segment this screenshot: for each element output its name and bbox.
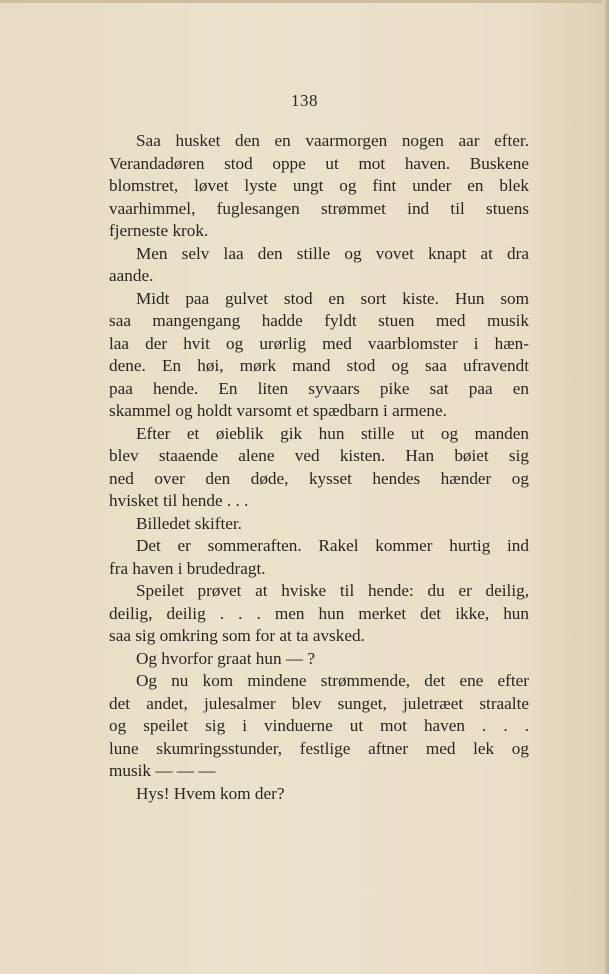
text-line: Efter et øieblik gik hun stille ut og manden: [136, 423, 529, 443]
text-line: aande.: [109, 266, 154, 285]
text-line: det andet, julesalmer blev sunget, juletræet straalte: [109, 693, 529, 713]
text-line: Det er sommeraften. Rakel kommer hurtig ind: [136, 536, 529, 555]
text-line: lune skumringsstunder, festlige aftner med lek og: [109, 738, 529, 758]
page-right-edge: [603, 0, 609, 974]
text-line: blev staaende alene ved kisten. Han bøiet sig: [109, 446, 529, 465]
text-line: Og hvorfor graat hun — ?: [136, 648, 315, 668]
text-line: musik — — —: [109, 761, 216, 780]
text-line: og speilet sig i vinduerne ut mot haven . . .: [109, 716, 529, 735]
text-line: paa hende. En liten syvaars pike sat paa en: [109, 378, 529, 398]
text-line: saa mangengang hadde fyldt stuen med musik: [109, 311, 529, 330]
text-line: laa der hvit og urørlig med vaarblomster i hæn-: [109, 333, 529, 353]
page-top-edge: [0, 0, 609, 3]
text-line: vaarhimmel, fuglesangen strømmet ind til stuens: [109, 198, 529, 218]
text-line: Saa husket den en vaarmorgen nogen aar efter.: [136, 131, 529, 150]
text-line: Hys! Hvem kom der?: [136, 783, 285, 803]
text-line: Midt paa gulvet stod en sort kiste. Hun som: [136, 288, 529, 308]
text-line: Verandadøren stod oppe ut mot haven. Buskene: [109, 153, 529, 173]
text-line: fra haven i brudedragt.: [109, 558, 266, 578]
text-line: ned over den døde, kysset hendes hænder og: [109, 468, 529, 488]
text-line: saa sig omkring som for at ta avsked.: [109, 626, 365, 645]
text-line: skammel og holdt varsomt et spædbarn i armene.: [109, 401, 447, 420]
text-line: fjerneste krok.: [109, 221, 209, 240]
text-line: dene. En høi, mørk mand stod og saa ufravendt: [109, 356, 529, 375]
page-number: 138: [291, 91, 318, 110]
text-line: Billedet skifter.: [136, 513, 242, 533]
text-line: blomstret, løvet lyste ungt og fint under en blek: [109, 176, 529, 195]
text-line: hvisket til hende . . .: [109, 491, 249, 510]
text-line: Speilet prøvet at hviske til hende: du er deilig,: [136, 581, 529, 600]
text-line: Og nu kom mindene strømmende, det ene efter: [136, 671, 529, 690]
text-line: deilig, deilig . . . men hun merket det ikke, hun: [109, 603, 529, 623]
text-line: Men selv laa den stille og vovet knapt at dra: [136, 243, 529, 263]
body-text: [109, 130, 529, 805]
